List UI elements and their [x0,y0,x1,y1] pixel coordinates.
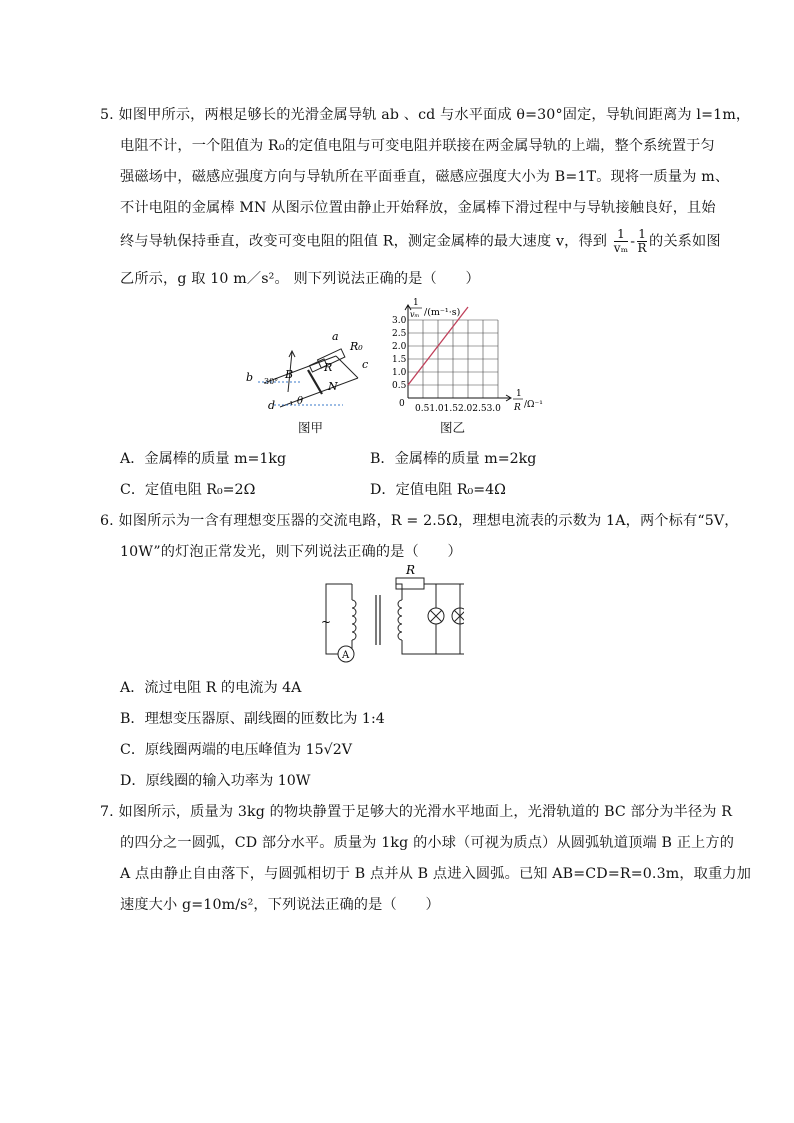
secondary-coil [398,600,402,640]
q5-line-5-text: 终与导轨保持垂直，改变可变电阻的阻值 R，测定金属棒的最大速度 v，得到 [120,233,608,250]
q5-option-d[interactable]: D．定值电阻 R₀=4Ω [370,482,506,498]
q5-option-b[interactable]: B．金属棒的质量 m=2kg [370,451,537,467]
figure-transformer-circuit [318,562,474,670]
graph-xlabel-unit: /Ω⁻¹ [524,400,543,410]
q6-option-b[interactable]: B．理想变压器原、副线圈的匝数比为 1:4 [120,711,385,727]
label-b-field: B [285,368,294,381]
label-c: c [362,358,369,371]
q6-line-2: 10W”的灯泡正常发光，则下列说法正确的是（ ） [120,544,462,560]
q5-line-2: 电阻不计，一个阻值为 R₀的定值电阻与可变电阻并联接在两金属导轨的上端，整个系统置于匀 [120,138,715,154]
circuit-label-r: R [406,563,416,577]
q5-option-c[interactable]: C．定值电阻 R₀=2Ω [120,482,256,498]
fraction-minus: - [630,233,636,250]
primary-coil [352,600,356,640]
ammeter-label: A [342,650,350,661]
label-r: R [324,361,333,374]
q6-option-d[interactable]: D．原线圈的输入功率为 10W [120,773,311,789]
graph-origin: 0 [399,399,405,409]
graph-ytick-0.5: 0.5 [392,381,407,391]
figure-caption-yi: 图乙 [440,420,466,435]
label-r0: R₀ [350,340,363,353]
graph-xlabel-den: R [514,403,521,413]
q7-line-2: 的四分之一圆弧，CD 部分水平。质量为 1kg 的小球（可视为质点）从圆弧轨道顶端 B 正上方的 [120,835,735,851]
graph-ytick-2.5: 2.5 [392,329,407,339]
q6-option-a[interactable]: A．流过电阻 R 的电流为 4A [120,680,302,696]
graph-xticks: 0.51.01.52.02.53.0 [415,404,501,414]
label-d: d [268,399,276,412]
q6-option-c[interactable]: C．原线圈两端的电压峰值为 15√2V [120,742,352,758]
graph-grid [408,320,498,398]
graph-ytick-1.5: 1.5 [392,355,407,365]
q7-line-3: A 点由静止自由落下，与圆弧相切于 B 点并从 B 点进入圆弧。已知 AB=CD=R=0.3m，取重力加 [120,866,752,882]
end-connection [336,356,358,378]
q7-line-1: 7. 如图所示，质量为 3kg 的物块静置于足够大的光滑水平地面上，光滑轨道的 BC 部分为半径为 R [100,804,733,820]
q5-line-4: 不计电阻的金属棒 MN 从图示位置由静止开始释放，金属棒下滑过程中与导轨接触良好，且始 [120,200,716,216]
fraction-1-over-r: $\frac{1}{R}$ [637,227,647,255]
graph-xlabel-num: 1 [516,389,522,399]
q5-option-a[interactable]: A．金属棒的质量 m=1kg [120,451,287,467]
graph-ytick-3.0: 3.0 [392,316,407,326]
label-theta: θ [297,396,304,407]
secondary-top-stub [396,584,402,600]
figure-graph [380,296,555,421]
metal-rod-mn [308,370,322,394]
q6-line-1: 6. 如图所示为一含有理想变压器的交流电路，R = 2.5Ω，理想电流表的示数为 1A，两个标有“5V， [100,513,739,529]
q5-line-5-tail: 的关系如图 [649,233,721,250]
graph-ytick-2.0: 2.0 [392,342,407,352]
graph-ylabel-num: 1 [413,298,419,308]
label-n: N [328,380,338,393]
label-b: b [246,371,254,384]
ac-source-symbol: ~ [321,615,332,629]
q5-line-5 [120,228,721,255]
figure-caption-jia: 图甲 [298,420,324,435]
q7-line-4: 速度大小 g=10m/s²，下列说法正确的是（ ） [120,897,440,913]
graph-ylabel-den: vₘ [410,310,420,319]
graph-ytick-1.0: 1.0 [392,368,407,378]
label-a: a [332,330,339,343]
graph-ylabel-unit: /(m⁻¹·s) [424,307,461,318]
label-30deg: 30° [264,377,279,386]
q5-line-1: 5. 如图甲所示，两根足够长的光滑金属导轨 ab 、cd 与水平面成 θ=30°固定，导轨间距离为 l=1m， [100,107,751,123]
fraction-1-over-vm: $\frac{1}{\text{vₘ}}$ [613,227,629,255]
q5-line-3: 强磁场中，磁感应强度方向与导轨所在平面垂直，磁感应强度大小为 B=1T。现将一质量为 m、 [120,169,730,185]
q5-line-6: 乙所示，g 取 10 m／s²。 则下列说法正确的是（ ） [120,271,480,287]
